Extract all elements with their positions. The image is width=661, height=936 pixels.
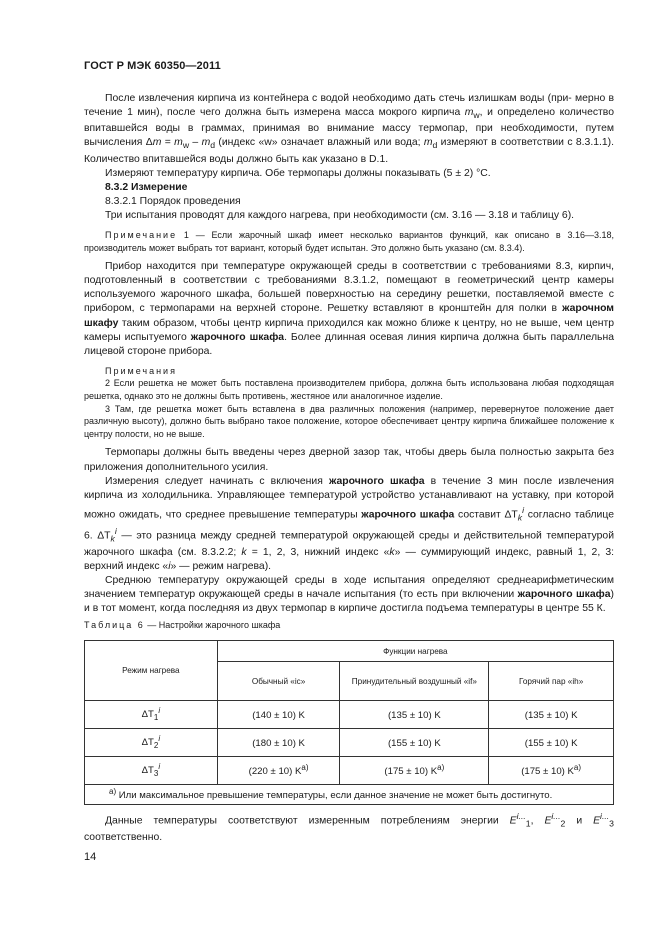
- paragraph-energy-consumption: Данные температуры соответствуют измеренным потреблениям энергии $E^{i...}_1$, $E^{i...}_2$ и $E^{i...}_3$ соответственно.: [84, 811, 614, 843]
- note-1: Примечание 1 — Если жарочный шкаф имеет несколько вариантов функций, как описано в 3.16—3.18, производитель может выбрать тот вариант, который будет испытан. Это должно быть указано (см. 8.3.4).: [84, 230, 614, 253]
- table-row: [85, 701, 614, 729]
- paragraph-brick-extraction: После извлечения кирпича из контейнера с водой необходимо дать стечь излишкам воды (при- мерно в течение 1 мин), после чего должна быть измерена масса мокрого кирпича $m_w$, и определено количество впитавшейся воды в граммах, принимая во внимание массу термопар, при необходимости, путем вычисления $\Delta m = m_w - m_d$ (индекс «w» означает влажный или вода; $m_d$ измеряют в соответствии с 8.3.1.1). Количество впитавшейся воды должно быть как указано в D.1.: [84, 93, 615, 165]
- table-row: [85, 757, 614, 785]
- table-cell: (140 ± 10) K: [217, 701, 340, 729]
- note-2: 2 Если решетка не может быть поставлена производителем прибора, должна быть использована любая подходящая решетка, однако это не должны быть противень, жестяное или аналогичное изделие.: [84, 378, 614, 402]
- header-forced-air: Принудительный воздушный «if»: [340, 662, 489, 701]
- header-heating-mode: Режим нагрева: [85, 641, 218, 701]
- table-row: [85, 729, 614, 757]
- table-cell: (220 ± 10) $K^{a)}$: [217, 757, 340, 785]
- header-conventional: Обычный «ic»: [217, 662, 340, 701]
- table-cell: (135 ± 10) K: [340, 701, 489, 729]
- paragraph-ambient-temp: Среднюю температуру окружающей среды в ходе испытания определяют среднеарифметическим значением температур окружающей среды в начале испытания (то есть при включении жарочного шкафа) и в тот момент, когда последняя из двух термопар в кирпиче достигла подъема температуры в центре 55 К.: [84, 575, 614, 615]
- paragraph-thermocouples: Термопары должны быть введены через дверной зазор так, чтобы дверь была полностью закрыта без приложения дополнительного усилия.: [84, 447, 614, 473]
- table-cell: (175 ± 10) $K^{a)}$: [489, 757, 614, 785]
- table-cell: (180 ± 10) K: [217, 729, 340, 757]
- oven-settings-table: [84, 640, 614, 805]
- table-cell: (155 ± 10) K: [489, 729, 614, 757]
- paragraph-appliance-placement: Прибор находится при температуре окружающей среды в соответствии с требованиями 8.3, кирпич, подготовленный в соответствии с требованиями 8.3.1.2, помещают в геометрический центр камеры используемого жарочного шкафа, большей поверхностью на середину решетки, поставляемой вместе с прибором, с термопарами на верхней стороне. Решетку вставляют в кронштейн для полки в жарочном шкафу таким образом, чтобы центр кирпича приходился как можно ближе к центру, но не выше, чем центр камеры испытуемого жарочного шкафа. Более длинная осевая линия кирпича должна быть параллельна лицевой стороне прибора.: [84, 261, 614, 357]
- row-label: $\Delta T_1^i$: [85, 701, 218, 729]
- main-content: [84, 92, 614, 617]
- row-label: $\Delta T_3^i$: [85, 757, 218, 785]
- table-caption: Таблица 6 — Настройки жарочного шкафа: [84, 620, 281, 630]
- header-hot-steam: Горячий пар «ih»: [489, 662, 614, 701]
- header-heating-functions: Функции нагрева: [217, 641, 613, 662]
- table-cell: (175 ± 10) $K^{a)}$: [340, 757, 489, 785]
- table-footnote: $^{a)}$ Или максимальное превышение температуры, если данное значение не может быть достигнуто.: [85, 785, 614, 805]
- paragraph-three-tests: Три испытания проводят для каждого нагрева, при необходимости (см. 3.16 — 3.18 и таблицу 6).: [105, 209, 575, 221]
- paragraph-measurement-start: Измерения следует начинать с включения жарочного шкафа в течение 3 мин после извлечения кирпича из холодильника. Управляющее температурой устройство устанавливают на уставку, при которой можно ожидать, что среднее превышение температуры жарочного шкафа составит $\Delta T_k^i$ согласно таблице 6. $\Delta T_k^i$ — это разница между средней температурой окружающей среды и действительной температурой жарочного шкафа (см. 8.3.2.2; k = 1, 2, 3, нижний индекс «k» — суммирующий индекс, равный 1, 2, 3: верхний индекс «i» — режим нагрева).: [84, 475, 614, 573]
- notes-label: Примечания: [105, 365, 177, 376]
- table-cell: (135 ± 10) K: [489, 701, 614, 729]
- paragraph-measure-temp: Измеряют температуру кирпича. Обе термопары должны показывать (5 ± 2) °С.: [105, 167, 491, 179]
- table-cell: (155 ± 10) K: [340, 729, 489, 757]
- note-3: 3 Там, где решетка может быть вставлена в два различных положения (например, перевернутое положение дает различную высоту), должно быть выбрано такое положение, которое обеспечивает центру кирпича ближайшее положение к центру полости, но не выше.: [84, 403, 614, 439]
- document-header: ГОСТ Р МЭК 60350—2011: [84, 60, 221, 72]
- page-number: 14: [84, 851, 97, 863]
- row-label: $\Delta T_2^i$: [85, 729, 218, 757]
- subsection-heading-8-3-2-1: 8.3.2.1 Порядок проведения: [105, 195, 241, 207]
- section-heading-8-3-2: 8.3.2 Измерение: [105, 181, 188, 193]
